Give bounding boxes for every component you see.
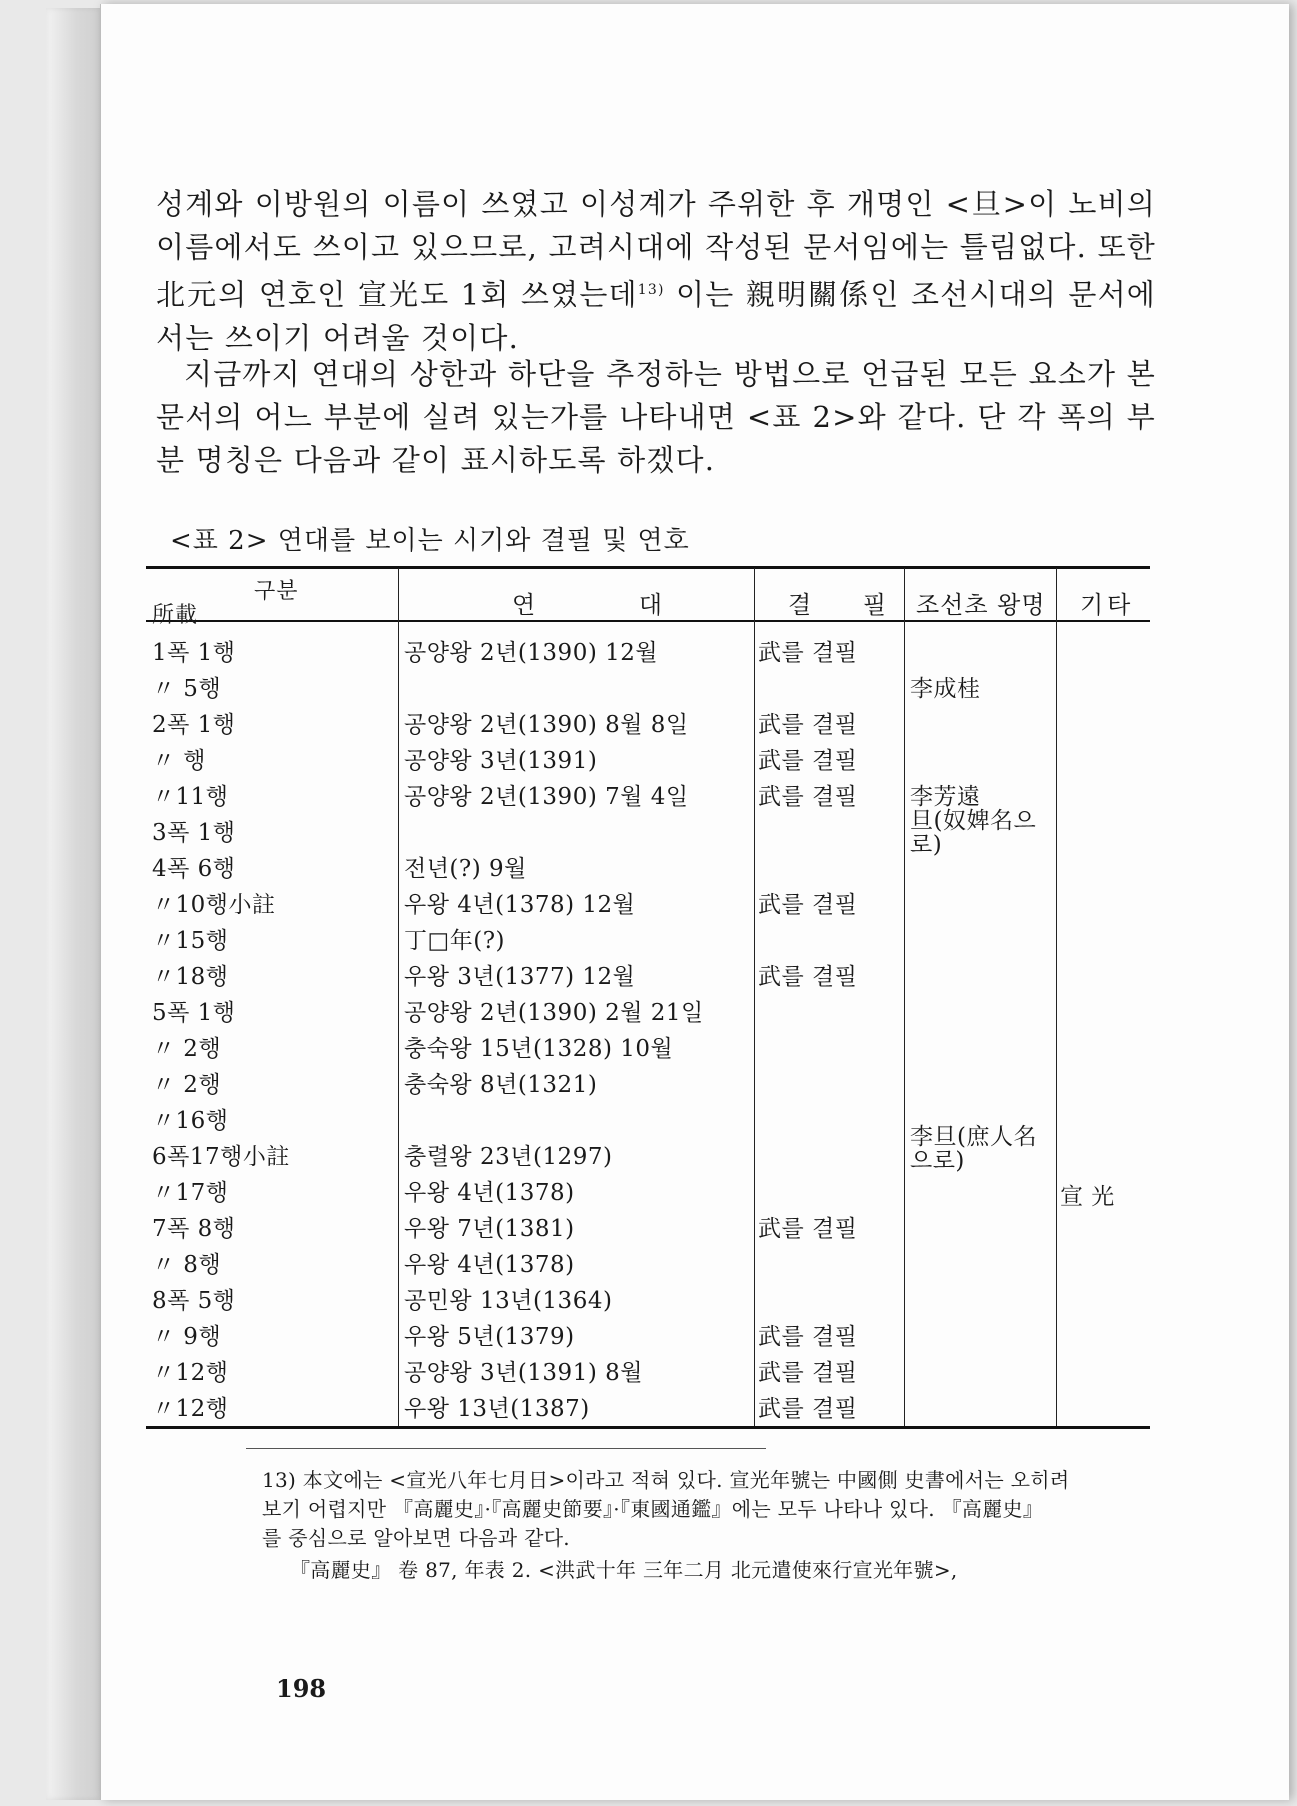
table-row	[0, 994, 1297, 1030]
row-gyeolpil: 武를 결필	[758, 964, 858, 990]
table-row	[0, 1066, 1297, 1102]
row-gyeolpil: 武를 결필	[758, 1324, 858, 1350]
body-paragraph-1: 성계와 이방원의 이름이 쓰였고 이성계가 주위한 후 개명인 <旦>이 노비의 이름에서도 쓰이고 있으므로, 고려시대에 작성된 문서임에는 틀림없다. 또한 北元의 연호인 宣光도 1회 쓰였는데$^{13)}$ 이는 親明關係인 조선시대의 문서에서는 쓰이기 어려울 것이다.	[156, 187, 1157, 355]
table-caption: <표 2> 연대를 보이는 시기와 결필 및 연호	[170, 526, 690, 556]
row-gyeolpil: 武를 결필	[758, 640, 858, 666]
table-row	[0, 1354, 1297, 1390]
table-row	[0, 742, 1297, 778]
table-row	[0, 1210, 1297, 1246]
row-gyeolpil: 武를 결필	[758, 1216, 858, 1242]
row-location: 〃 9행	[152, 1324, 222, 1350]
footnote-line: 보기 어렵지만 『高麗史』·『高麗史節要』·『東國通鑑』에는 모두 나타나 있다. 『高麗史』	[262, 1497, 1044, 1521]
row-year: 공양왕 2년(1390) 12월	[404, 640, 659, 666]
row-year: 우왕 4년(1378)	[404, 1252, 575, 1278]
table-row	[0, 1390, 1297, 1426]
row-year: 우왕 13년(1387)	[404, 1396, 590, 1422]
row-location: 〃10행小註	[152, 892, 276, 918]
row-location: 3폭 1행	[152, 820, 236, 846]
table-header-rule	[146, 620, 1150, 622]
table-row	[0, 706, 1297, 742]
footnote-line: 를 중심으로 알아보면 다음과 같다.	[262, 1526, 570, 1550]
footnote-ref: 13)	[637, 282, 665, 298]
header-gubun: 구분	[254, 579, 299, 604]
row-year: 우왕 7년(1381)	[404, 1216, 575, 1242]
row-year: 공양왕 2년(1390) 7월 4일	[404, 784, 689, 810]
row-gyeolpil: 武를 결필	[758, 1396, 858, 1422]
row-year: 전년(?) 9월	[404, 856, 527, 882]
king-note: 李成桂	[910, 676, 981, 702]
row-location: 〃12행	[152, 1360, 229, 1386]
row-location: 〃18행	[152, 964, 229, 990]
table-row	[0, 634, 1297, 670]
row-year: 공민왕 13년(1364)	[404, 1288, 613, 1314]
row-year: 충숙왕 8년(1321)	[404, 1072, 598, 1098]
header-year: 연 대	[512, 591, 710, 619]
row-year: 공양왕 2년(1390) 2월 21일	[404, 1000, 704, 1026]
row-location: 〃16행	[152, 1108, 229, 1134]
header-sojae: 所載	[152, 603, 199, 628]
row-location: 〃 행	[152, 748, 207, 774]
header-gyeolpil: 결 필	[788, 591, 908, 619]
footnote-rule	[246, 1448, 766, 1449]
row-location: 6폭17행小註	[152, 1144, 290, 1170]
row-location: 〃11행	[152, 784, 229, 810]
table-row	[0, 886, 1297, 922]
row-year: 충렬왕 23년(1297)	[404, 1144, 613, 1170]
table-top-rule	[146, 566, 1150, 569]
row-gyeolpil: 武를 결필	[758, 712, 858, 738]
row-year: 공양왕 2년(1390) 8월 8일	[404, 712, 689, 738]
table-row	[0, 1318, 1297, 1354]
footnote-line: 13) 本文에는 <宣光八年七月日>이라고 적혀 있다. 宣光年號는 中國側 史書에서는 오히려	[262, 1468, 1070, 1492]
row-gyeolpil: 武를 결필	[758, 748, 858, 774]
table-row	[0, 1282, 1297, 1318]
row-year: 우왕 4년(1378) 12월	[404, 892, 636, 918]
row-location: 〃12행	[152, 1396, 229, 1422]
row-location: 4폭 6행	[152, 856, 236, 882]
row-year: 우왕 4년(1378)	[404, 1180, 575, 1206]
king-note: 으로)	[910, 1148, 965, 1174]
row-year: 공양왕 3년(1391)	[404, 748, 598, 774]
table-row	[0, 1030, 1297, 1066]
row-location: 〃 2행	[152, 1036, 222, 1062]
king-note: 旦(奴婢名으	[910, 808, 1037, 834]
king-note: 李旦(庶人名	[910, 1124, 1037, 1150]
row-year: 우왕 3년(1377) 12월	[404, 964, 636, 990]
body-paragraph-2: 지금까지 연대의 상한과 하단을 추정하는 방법으로 언급된 모든 요소가 본 문서의 어느 부분에 실려 있는가를 나타내면 <표 2>와 같다. 단 각 폭의 부분 명칭은 다음과 같이 표시하도록 하겠다.	[156, 357, 1156, 477]
row-location: 5폭 1행	[152, 1000, 236, 1026]
footnote-line: 『高麗史』 卷 87, 年表 2. <洪武十年 三年二月 北元遣使來行宣光年號>,	[290, 1558, 958, 1582]
row-location: 8폭 5행	[152, 1288, 236, 1314]
table-row	[0, 1246, 1297, 1282]
row-year: 충숙왕 15년(1328) 10월	[404, 1036, 674, 1062]
row-location: 〃 8행	[152, 1252, 222, 1278]
page-number: 198	[276, 1674, 327, 1703]
row-gyeolpil: 武를 결필	[758, 1360, 858, 1386]
row-location: 7폭 8행	[152, 1216, 236, 1242]
table-row	[0, 922, 1297, 958]
row-location: 〃15행	[152, 928, 229, 954]
header-other: 기타	[1080, 591, 1135, 619]
row-location: 〃 2행	[152, 1072, 222, 1098]
king-note: 로)	[910, 832, 943, 858]
row-year: 공양왕 3년(1391) 8월	[404, 1360, 643, 1386]
row-gyeolpil: 武를 결필	[758, 892, 858, 918]
other-note: 宣 光	[1060, 1184, 1115, 1210]
row-year: 丁□年(?)	[404, 928, 506, 954]
king-note: 李芳遠	[910, 784, 981, 810]
row-year: 우왕 5년(1379)	[404, 1324, 575, 1350]
header-king-name: 조선초 왕명	[916, 591, 1046, 619]
row-gyeolpil: 武를 결필	[758, 784, 858, 810]
row-location: 〃17행	[152, 1180, 229, 1206]
table-bottom-rule	[146, 1426, 1150, 1429]
row-location: 2폭 1행	[152, 712, 236, 738]
row-location: 1폭 1행	[152, 640, 236, 666]
row-location: 〃 5행	[152, 676, 222, 702]
table-row	[0, 958, 1297, 994]
